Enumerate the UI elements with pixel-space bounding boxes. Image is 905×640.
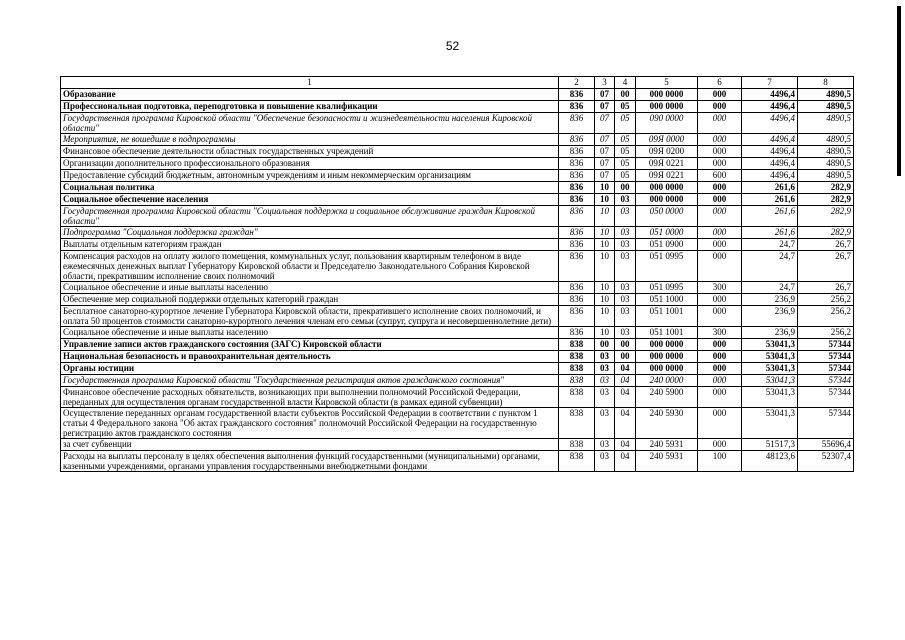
expense-type-cell: 000 <box>698 146 742 158</box>
expense-type-cell: 000 <box>698 182 742 194</box>
amount-year2-cell: 57344 <box>798 408 854 439</box>
table-row <box>61 101 854 113</box>
section-cell: 03 <box>595 451 615 472</box>
section-cell: 07 <box>595 113 615 134</box>
expense-type-cell: 000 <box>698 387 742 408</box>
page-number: 52 <box>445 39 460 53</box>
subsection-cell: 05 <box>615 134 636 146</box>
code-cell: 836 <box>559 170 595 182</box>
amount-year1-cell: 53041,3 <box>742 351 798 363</box>
subsection-cell: 00 <box>615 339 636 351</box>
table-row <box>61 282 854 294</box>
section-cell: 03 <box>595 439 615 451</box>
amount-year2-cell: 52307,4 <box>798 451 854 472</box>
table-row <box>61 89 854 101</box>
item-name-cell: Выплаты отдельным категориям граждан <box>61 239 559 251</box>
amount-year1-cell: 24,7 <box>742 251 798 282</box>
code-cell: 836 <box>559 134 595 146</box>
amount-year1-cell: 53041,3 <box>742 363 798 375</box>
table-row <box>61 206 854 227</box>
expense-type-cell: 000 <box>698 158 742 170</box>
subsection-cell: 04 <box>615 375 636 387</box>
section-cell: 07 <box>595 170 615 182</box>
subsection-cell: 00 <box>615 89 636 101</box>
table-row <box>61 239 854 251</box>
expense-type-cell: 000 <box>698 194 742 206</box>
item-name-cell: Предоставление субсидий бюджетным, автономным учреждениям и иным некоммерческим организациям <box>61 170 559 182</box>
subsection-cell: 04 <box>615 408 636 439</box>
amount-year2-cell: 282,9 <box>798 182 854 194</box>
table-row <box>61 339 854 351</box>
amount-year1-cell: 53041,3 <box>742 339 798 351</box>
subsection-cell: 03 <box>615 306 636 327</box>
header-row <box>61 77 854 89</box>
expense-type-cell: 000 <box>698 351 742 363</box>
target-article-cell: 000 0000 <box>636 339 698 351</box>
code-cell: 836 <box>559 146 595 158</box>
item-name-cell: Образование <box>61 89 559 101</box>
amount-year2-cell: 26,7 <box>798 282 854 294</box>
section-cell: 10 <box>595 206 615 227</box>
table-row <box>61 158 854 170</box>
subsection-cell: 05 <box>615 170 636 182</box>
item-name-cell: Государственная программа Кировской области "Обеспечение безопасности и жизнедеятельности населения Кировской области" <box>61 113 559 134</box>
code-cell: 838 <box>559 351 595 363</box>
subsection-cell: 03 <box>615 282 636 294</box>
expense-type-cell: 000 <box>698 408 742 439</box>
section-cell: 03 <box>595 363 615 375</box>
code-cell: 836 <box>559 251 595 282</box>
item-name-cell: Расходы на выплаты персоналу в целях обеспечения выполнения функций государственными (муниципальными) органами, казенными учреждениями, органами управления государственными внебюджетными фондами <box>61 451 559 472</box>
table-row <box>61 451 854 472</box>
subsection-cell: 04 <box>615 387 636 408</box>
code-cell: 838 <box>559 451 595 472</box>
amount-year2-cell: 256,2 <box>798 294 854 306</box>
column-header: 8 <box>798 77 854 89</box>
code-cell: 836 <box>559 194 595 206</box>
amount-year2-cell: 282,9 <box>798 194 854 206</box>
amount-year1-cell: 53041,3 <box>742 408 798 439</box>
budget-table <box>60 76 854 472</box>
amount-year1-cell: 24,7 <box>742 282 798 294</box>
item-name-cell: Социальная политика <box>61 182 559 194</box>
section-cell: 07 <box>595 89 615 101</box>
subsection-cell: 03 <box>615 239 636 251</box>
subsection-cell: 04 <box>615 363 636 375</box>
item-name-cell: Государственная программа Кировской области "Социальная поддержка и социальное обслуживание граждан Кировской области" <box>61 206 559 227</box>
column-header: 7 <box>742 77 798 89</box>
amount-year1-cell: 261,6 <box>742 227 798 239</box>
table-row <box>61 227 854 239</box>
code-cell: 836 <box>559 113 595 134</box>
target-article-cell: 09Я 0000 <box>636 134 698 146</box>
column-header: 5 <box>636 77 698 89</box>
subsection-cell: 05 <box>615 146 636 158</box>
expense-type-cell: 000 <box>698 134 742 146</box>
expense-type-cell: 000 <box>698 239 742 251</box>
target-article-cell: 240 5900 <box>636 387 698 408</box>
section-cell: 10 <box>595 306 615 327</box>
code-cell: 838 <box>559 408 595 439</box>
amount-year2-cell: 4890,5 <box>798 158 854 170</box>
table-row <box>61 294 854 306</box>
target-article-cell: 051 0995 <box>636 282 698 294</box>
expense-type-cell: 000 <box>698 439 742 451</box>
target-article-cell: 051 1000 <box>636 294 698 306</box>
amount-year2-cell: 57344 <box>798 339 854 351</box>
amount-year1-cell: 53041,3 <box>742 387 798 408</box>
table-row <box>61 194 854 206</box>
amount-year2-cell: 4890,5 <box>798 170 854 182</box>
scan-edge-line <box>897 6 901 176</box>
target-article-cell: 240 5931 <box>636 451 698 472</box>
subsection-cell: 00 <box>615 182 636 194</box>
table-row <box>61 387 854 408</box>
target-article-cell: 000 0000 <box>636 182 698 194</box>
item-name-cell: Национальная безопасность и правоохранительная деятельность <box>61 351 559 363</box>
column-header: 6 <box>698 77 742 89</box>
table-row <box>61 251 854 282</box>
item-name-cell: Бесплатное санаторно-курортное лечение Губернатора Кировской области, прекратившего исполнение своих полномочий, и оплата 50 процентов стоимости санаторно-курортного лечения членам его семьи (супруг, супруга и несовершеннолетние дети) <box>61 306 559 327</box>
expense-type-cell: 000 <box>698 306 742 327</box>
item-name-cell: Социальное обеспечение и иные выплаты населению <box>61 282 559 294</box>
amount-year2-cell: 57344 <box>798 387 854 408</box>
item-name-cell: Обеспечение мер социальной поддержки отдельных категорий граждан <box>61 294 559 306</box>
amount-year2-cell: 26,7 <box>798 239 854 251</box>
expense-type-cell: 000 <box>698 375 742 387</box>
target-article-cell: 09Я 0221 <box>636 170 698 182</box>
item-name-cell: Профессиональная подготовка, переподготовка и повышение квалификации <box>61 101 559 113</box>
item-name-cell: Управление записи актов гражданского состояния (ЗАГС) Кировской области <box>61 339 559 351</box>
table-row <box>61 170 854 182</box>
code-cell: 838 <box>559 439 595 451</box>
table-row <box>61 408 854 439</box>
amount-year1-cell: 236,9 <box>742 306 798 327</box>
amount-year1-cell: 261,6 <box>742 194 798 206</box>
table-row <box>61 306 854 327</box>
code-cell: 836 <box>559 182 595 194</box>
section-cell: 03 <box>595 351 615 363</box>
subsection-cell: 05 <box>615 113 636 134</box>
amount-year2-cell: 256,2 <box>798 327 854 339</box>
expense-type-cell: 000 <box>698 363 742 375</box>
item-name-cell: Государственная программа Кировской области "Государственная регистрация актов гражданского состояния" <box>61 375 559 387</box>
amount-year2-cell: 282,9 <box>798 227 854 239</box>
expense-type-cell: 300 <box>698 327 742 339</box>
amount-year2-cell: 4890,5 <box>798 101 854 113</box>
expense-type-cell: 000 <box>698 113 742 134</box>
expense-type-cell: 600 <box>698 170 742 182</box>
section-cell: 10 <box>595 282 615 294</box>
amount-year2-cell: 57344 <box>798 351 854 363</box>
table-row <box>61 182 854 194</box>
amount-year2-cell: 26,7 <box>798 251 854 282</box>
subsection-cell: 03 <box>615 294 636 306</box>
column-header: 1 <box>61 77 559 89</box>
amount-year2-cell: 55696,4 <box>798 439 854 451</box>
amount-year2-cell: 282,9 <box>798 206 854 227</box>
target-article-cell: 240 5930 <box>636 408 698 439</box>
item-name-cell: Финансовое обеспечение расходных обязательств, возникающих при выполнении полномочий Российской Федерации, переданных для осуществления органам государственной власти Кировской области (в рамках единой субвенции) <box>61 387 559 408</box>
table-row <box>61 375 854 387</box>
target-article-cell: 000 0000 <box>636 194 698 206</box>
target-article-cell: 000 0000 <box>636 101 698 113</box>
code-cell: 836 <box>559 294 595 306</box>
target-article-cell: 051 0000 <box>636 227 698 239</box>
code-cell: 838 <box>559 339 595 351</box>
section-cell: 10 <box>595 182 615 194</box>
code-cell: 838 <box>559 387 595 408</box>
section-cell: 03 <box>595 387 615 408</box>
amount-year2-cell: 4890,5 <box>798 89 854 101</box>
code-cell: 836 <box>559 239 595 251</box>
amount-year1-cell: 261,6 <box>742 206 798 227</box>
section-cell: 10 <box>595 239 615 251</box>
expense-type-cell: 000 <box>698 89 742 101</box>
subsection-cell: 05 <box>615 158 636 170</box>
expense-type-cell: 000 <box>698 251 742 282</box>
target-article-cell: 240 5931 <box>636 439 698 451</box>
amount-year2-cell: 256,2 <box>798 306 854 327</box>
amount-year2-cell: 4890,5 <box>798 146 854 158</box>
section-cell: 10 <box>595 327 615 339</box>
table-row <box>61 146 854 158</box>
target-article-cell: 051 0900 <box>636 239 698 251</box>
section-cell: 07 <box>595 146 615 158</box>
column-header: 4 <box>615 77 636 89</box>
subsection-cell: 05 <box>615 101 636 113</box>
code-cell: 838 <box>559 375 595 387</box>
amount-year1-cell: 48123,6 <box>742 451 798 472</box>
amount-year1-cell: 4496,4 <box>742 113 798 134</box>
code-cell: 836 <box>559 227 595 239</box>
subsection-cell: 00 <box>615 351 636 363</box>
amount-year1-cell: 4496,4 <box>742 101 798 113</box>
amount-year1-cell: 4496,4 <box>742 89 798 101</box>
section-cell: 10 <box>595 251 615 282</box>
item-name-cell: Компенсация расходов на оплату жилого помещения, коммунальных услуг, пользования квартирным телефоном в виде ежемесячных денежных выплат Губернатору Кировской области и Председателю Законодательного Собрания Кировской области, прекратившим исполнение своих полномочий <box>61 251 559 282</box>
expense-type-cell: 000 <box>698 101 742 113</box>
table-row <box>61 351 854 363</box>
target-article-cell: 000 0000 <box>636 89 698 101</box>
item-name-cell: Финансовое обеспечение деятельности областных государственных учреждений <box>61 146 559 158</box>
column-header: 2 <box>559 77 595 89</box>
amount-year1-cell: 236,9 <box>742 294 798 306</box>
subsection-cell: 04 <box>615 439 636 451</box>
amount-year1-cell: 4496,4 <box>742 158 798 170</box>
expense-type-cell: 000 <box>698 206 742 227</box>
amount-year2-cell: 4890,5 <box>798 113 854 134</box>
item-name-cell: Органы юстиции <box>61 363 559 375</box>
section-cell: 00 <box>595 339 615 351</box>
table-row <box>61 113 854 134</box>
section-cell: 10 <box>595 294 615 306</box>
table-row <box>61 327 854 339</box>
target-article-cell: 09Я 0221 <box>636 158 698 170</box>
table-row <box>61 363 854 375</box>
section-cell: 07 <box>595 101 615 113</box>
section-cell: 10 <box>595 194 615 206</box>
column-header: 3 <box>595 77 615 89</box>
table-row <box>61 134 854 146</box>
table-row <box>61 439 854 451</box>
expense-type-cell: 000 <box>698 339 742 351</box>
subsection-cell: 04 <box>615 451 636 472</box>
amount-year1-cell: 53041,3 <box>742 375 798 387</box>
section-cell: 07 <box>595 158 615 170</box>
target-article-cell: 000 0000 <box>636 351 698 363</box>
section-cell: 07 <box>595 134 615 146</box>
code-cell: 836 <box>559 158 595 170</box>
amount-year1-cell: 4496,4 <box>742 170 798 182</box>
code-cell: 836 <box>559 282 595 294</box>
item-name-cell: Осуществление переданных органам государственной власти субъектов Российской Федерации в соответствии с пунктом 1 статьи 4 Федерального закона "Об актах гражданского состояния" полномочий Российской Федерации на государственную регистрацию актов гражданского состояния <box>61 408 559 439</box>
code-cell: 838 <box>559 363 595 375</box>
target-article-cell: 090 0000 <box>636 113 698 134</box>
target-article-cell: 240 0000 <box>636 375 698 387</box>
amount-year1-cell: 261,6 <box>742 182 798 194</box>
item-name-cell: Организации дополнительного профессионального образования <box>61 158 559 170</box>
expense-type-cell: 100 <box>698 451 742 472</box>
amount-year1-cell: 4496,4 <box>742 134 798 146</box>
code-cell: 836 <box>559 89 595 101</box>
budget-table-body <box>61 77 854 472</box>
amount-year1-cell: 236,9 <box>742 327 798 339</box>
subsection-cell: 03 <box>615 327 636 339</box>
code-cell: 836 <box>559 306 595 327</box>
section-cell: 10 <box>595 227 615 239</box>
target-article-cell: 000 0000 <box>636 363 698 375</box>
item-name-cell: Социальное обеспечение населения <box>61 194 559 206</box>
amount-year2-cell: 57344 <box>798 363 854 375</box>
subsection-cell: 03 <box>615 251 636 282</box>
item-name-cell: Мероприятия, не вошедшие в подпрограммы <box>61 134 559 146</box>
section-cell: 03 <box>595 408 615 439</box>
amount-year1-cell: 4496,4 <box>742 146 798 158</box>
target-article-cell: 051 1001 <box>636 306 698 327</box>
amount-year1-cell: 24,7 <box>742 239 798 251</box>
subsection-cell: 03 <box>615 206 636 227</box>
target-article-cell: 09Я 0200 <box>636 146 698 158</box>
expense-type-cell: 000 <box>698 227 742 239</box>
amount-year2-cell: 4890,5 <box>798 134 854 146</box>
target-article-cell: 051 1001 <box>636 327 698 339</box>
subsection-cell: 03 <box>615 227 636 239</box>
item-name-cell: Подпрограмма "Социальная поддержка граждан" <box>61 227 559 239</box>
target-article-cell: 051 0995 <box>636 251 698 282</box>
subsection-cell: 03 <box>615 194 636 206</box>
code-cell: 836 <box>559 101 595 113</box>
amount-year1-cell: 51517,3 <box>742 439 798 451</box>
section-cell: 03 <box>595 375 615 387</box>
amount-year2-cell: 57344 <box>798 375 854 387</box>
item-name-cell: Социальное обеспечение и иные выплаты населению <box>61 327 559 339</box>
expense-type-cell: 000 <box>698 294 742 306</box>
code-cell: 836 <box>559 206 595 227</box>
item-name-cell: за счет субвенции <box>61 439 559 451</box>
target-article-cell: 050 0000 <box>636 206 698 227</box>
expense-type-cell: 300 <box>698 282 742 294</box>
code-cell: 836 <box>559 327 595 339</box>
